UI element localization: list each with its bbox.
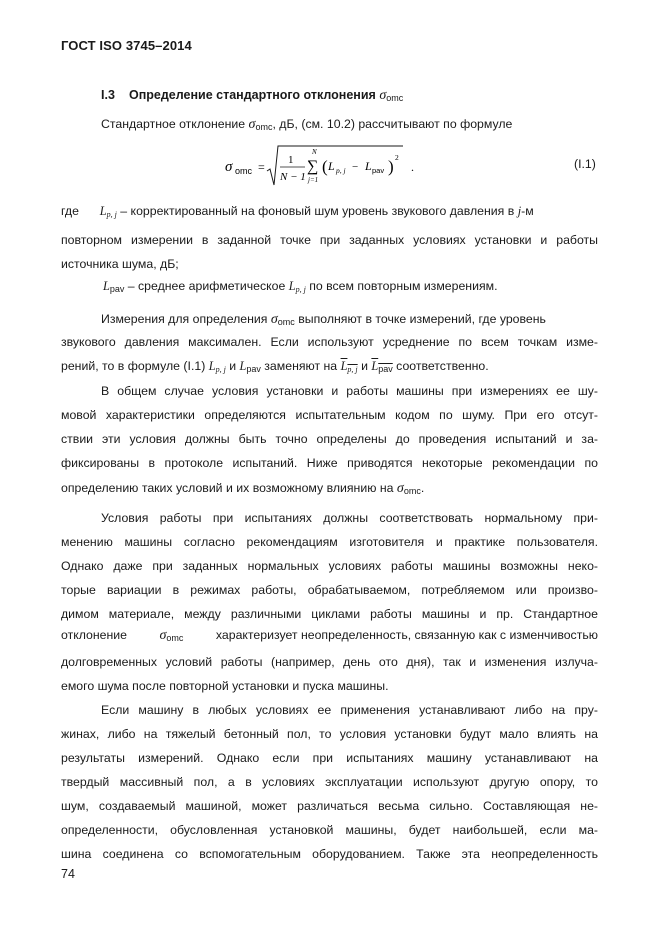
paragraph-4-line-2: жинах, либо на тяжелый бетонный пол, то условия установки будут мало влиять на bbox=[61, 727, 598, 741]
paragraph-2-line-3: ствии эти условия должны быть точно определены до проведения испытаний и за- bbox=[61, 432, 598, 446]
definition-text-tail: по всем повторным измерениям. bbox=[309, 279, 498, 293]
symbol-l: L bbox=[99, 204, 107, 218]
term-lav: L bbox=[365, 159, 372, 173]
paragraph-3-line-3: Однако даже при заданных нормальных условиях работы машины возможны неко- bbox=[61, 559, 598, 573]
paragraph-3-line-5: димом материале, между различными циклами работы машины и пр. Стандартное bbox=[61, 607, 598, 621]
sigma-subscript: omc bbox=[403, 486, 421, 496]
paragraph-4-line-1: Если машину в любых условиях ее применения устанавливают либо на пру- bbox=[101, 703, 598, 717]
definition-text: – среднее арифметическое bbox=[127, 279, 286, 293]
sum-symbol: ∑ bbox=[307, 158, 319, 175]
sum-lower: j=1 bbox=[308, 176, 319, 184]
sigma-subscript: omc bbox=[386, 93, 404, 103]
text: . bbox=[420, 481, 425, 495]
symbol-lav-sub: pav bbox=[109, 284, 125, 294]
symbol-lav-sub: pav bbox=[378, 364, 393, 374]
definition-line-3: источника шума, дБ; bbox=[61, 257, 179, 271]
where-label: где bbox=[61, 204, 79, 218]
section-number: I.3 bbox=[101, 88, 115, 102]
paragraph-4-line-7: шина соединена со вспомогательным оборудованием. Также эта неопределенность bbox=[61, 847, 598, 861]
paragraph-2-line-5 bbox=[61, 480, 424, 497]
term-l: L bbox=[328, 159, 335, 173]
text: отклонение bbox=[61, 628, 127, 642]
paragraph-4-line-4: твердый массивный пол, а в условиях эксплуатации используют другую опору, то bbox=[61, 775, 598, 789]
symbol-l-sub: p, j bbox=[106, 210, 117, 219]
sum-upper: N bbox=[312, 148, 317, 156]
symbol-l-sub: p, j bbox=[347, 365, 358, 374]
paragraph-1-line-1 bbox=[101, 311, 546, 328]
intro-line bbox=[101, 116, 512, 133]
section-title bbox=[101, 88, 403, 104]
symbol-l: L bbox=[340, 359, 348, 373]
formula-sigma-sub: omc bbox=[235, 166, 253, 176]
formula-exponent: 2 bbox=[395, 153, 399, 162]
text: Измерения для определения bbox=[101, 312, 268, 326]
symbol-l: L bbox=[103, 279, 110, 293]
definition-continuation bbox=[61, 232, 598, 280]
sigma-symbol: σ bbox=[248, 117, 256, 132]
page-number: 74 bbox=[61, 867, 75, 881]
paragraph-2-line-1: В общем случае условия установки и работы машины при измерениях ее шу- bbox=[101, 384, 598, 398]
term-l-sub: p, j bbox=[336, 166, 346, 175]
definition-suffix: -м bbox=[521, 204, 534, 218]
symbol-l: L bbox=[239, 359, 247, 373]
fraction-numerator: 1 bbox=[288, 154, 294, 166]
paragraph-3-line-6 bbox=[61, 627, 598, 644]
paragraph-3-tail bbox=[61, 654, 598, 702]
overlined-lpj bbox=[341, 359, 358, 373]
paragraph-2-line-2: мовой характеристики определяются испытательным кодом по шуму. При его отсут- bbox=[61, 408, 598, 422]
text: заменяют на bbox=[264, 359, 338, 373]
paragraph-3-line-8: емого шума после повторной установки и пуска машины. bbox=[61, 679, 389, 693]
symbol-j: j bbox=[517, 204, 522, 218]
paragraph-3-line-1: Условия работы при испытаниях должны соответствовать нормальному при- bbox=[101, 511, 598, 525]
sigma-symbol: σ bbox=[396, 481, 404, 496]
paragraph-3-line-4: торые вариации в режимах работы, обрабатываемом, потребляемом или произво- bbox=[61, 583, 598, 597]
paragraph-4-line-6: определенности, обусловленная установкой машины, будет наибольшей, если ма- bbox=[61, 823, 598, 837]
sigma-subscript: omc bbox=[277, 317, 295, 327]
symbol-l-sub: p, j bbox=[295, 285, 306, 294]
paragraph-4-line-3: результаты измерений. Однако если при испытаниях машину устанавливают на bbox=[61, 751, 598, 765]
formula-minus: − bbox=[352, 161, 359, 173]
sigma-symbol: σ bbox=[159, 628, 167, 643]
formula-sigma: σ bbox=[225, 159, 233, 175]
intro-text-tail: , дБ, (см. 10.2) рассчитывают по формуле bbox=[272, 117, 513, 131]
symbol-l: L bbox=[288, 279, 296, 293]
symbol-lav-sub: pav bbox=[246, 364, 261, 374]
fraction-denominator: N − 1 bbox=[280, 171, 306, 183]
standard-header: ГОСТ ISO 3745–2014 bbox=[61, 38, 192, 53]
formula-i1 bbox=[225, 143, 455, 189]
symbol-l-sub: p, j bbox=[215, 365, 226, 374]
paragraph-1-body bbox=[61, 334, 598, 358]
paragraph-3-line-7: долговременных условий работы (например, день ото дня), так и изменения излуча- bbox=[61, 655, 598, 669]
text: соответственно. bbox=[396, 359, 489, 373]
sigma-symbol: σ bbox=[270, 312, 278, 327]
paragraph-1-line-2: звукового давления максимален. Если используют усреднение по всем точкам изме- bbox=[61, 335, 598, 349]
sigma-subscript: omc bbox=[255, 122, 273, 132]
paren-close: ) bbox=[388, 157, 394, 176]
text: рений, то в формуле (I.1) bbox=[61, 359, 206, 373]
paragraph-3 bbox=[61, 510, 598, 630]
symbol-l: L bbox=[371, 359, 379, 373]
text: и bbox=[229, 359, 237, 373]
paragraph-4-line-5: шум, создаваемый машиной, может различаться весьма сильно. Составляющая не- bbox=[61, 799, 598, 813]
sigma-symbol: σ bbox=[379, 88, 387, 103]
sigma-subscript: omc bbox=[166, 633, 184, 643]
definition-text: – корректированный на фоновый шум уровень звукового давления в bbox=[120, 204, 515, 218]
term-lav-sub: pav bbox=[372, 166, 385, 175]
formula-number: (I.1) bbox=[574, 157, 596, 171]
paragraph-1-line-3 bbox=[61, 358, 489, 376]
text: определению таких условий и их возможному влиянию на bbox=[61, 481, 394, 495]
paragraph-3-line-2: менению машины согласно рекомендациям изготовителя и практике пользователя. bbox=[61, 535, 598, 549]
definition-line-2: повторном измерении в заданной точке при заданных условиях установки и работы bbox=[61, 233, 598, 247]
overlined-lpav bbox=[371, 359, 392, 373]
formula-equals: = bbox=[258, 160, 265, 174]
symbol-l: L bbox=[208, 359, 216, 373]
paragraph-4 bbox=[61, 702, 598, 870]
definition-line-1 bbox=[61, 203, 534, 221]
intro-text: Стандартное отклонение bbox=[101, 117, 246, 131]
paragraph-2 bbox=[61, 383, 598, 479]
text: и bbox=[361, 359, 368, 373]
paragraph-2-line-4: фиксированы в протоколе испытаний. Ниже приводятся некоторые рекомендации по bbox=[61, 456, 598, 470]
text: выполняют в точке измерений, где уровень bbox=[298, 312, 546, 326]
section-title-text: Определение стандартного отклонения bbox=[129, 88, 376, 102]
paren-open: ( bbox=[322, 157, 328, 176]
formula-period: . bbox=[411, 160, 414, 174]
definition-line-4 bbox=[103, 278, 498, 296]
text: характеризует неопределенность, связанную как с изменчивостью bbox=[215, 628, 598, 642]
